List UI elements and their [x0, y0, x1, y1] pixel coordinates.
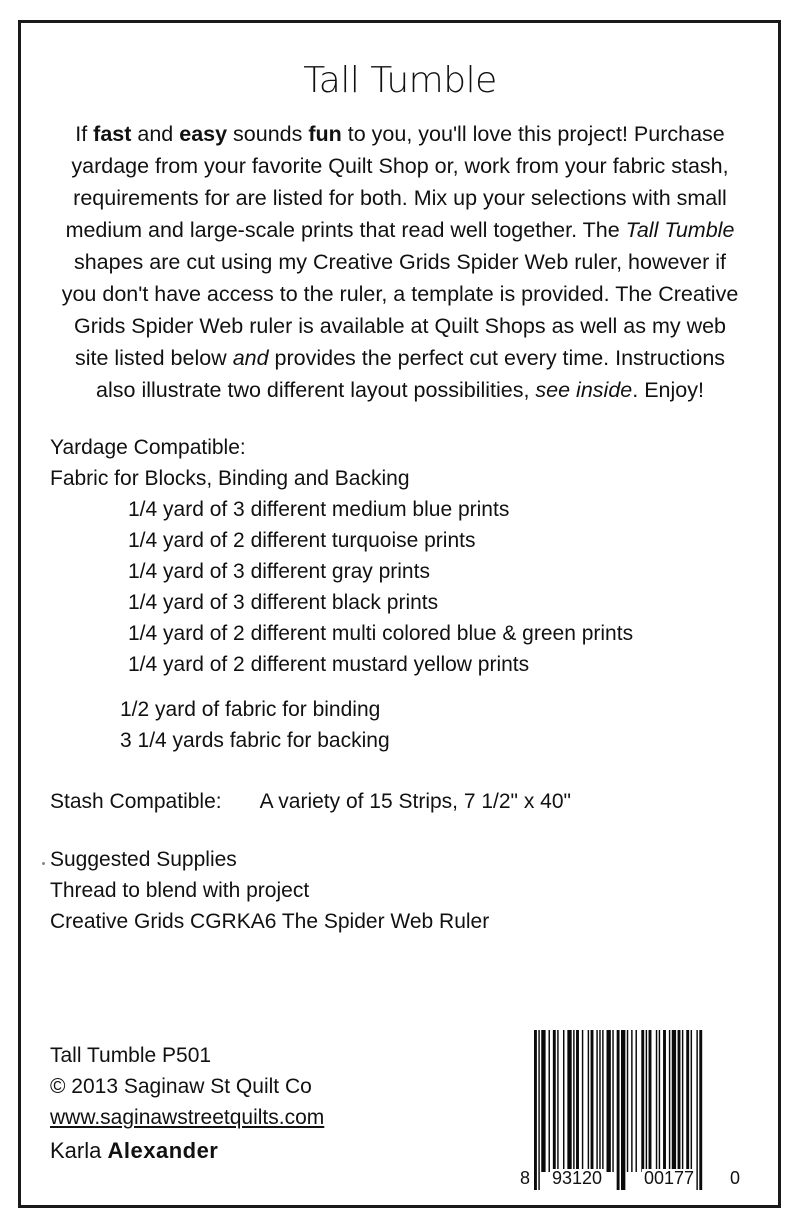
intro-italic-and: and [232, 346, 269, 370]
stash-value: A variety of 15 Strips, 7 1/2" x 40" [259, 790, 571, 813]
intro-paragraph [55, 118, 745, 406]
barcode-bar [663, 1030, 666, 1172]
barcode-bar [678, 1030, 681, 1172]
supply-item: Creative Grids CGRKA6 The Spider Web Ruler [50, 910, 490, 933]
barcode-bar [656, 1030, 657, 1172]
barcode-bar [691, 1030, 692, 1172]
website-link[interactable]: www.saginawstreetquilts.com [50, 1106, 325, 1129]
barcode-bar [631, 1030, 632, 1172]
barcode-bar [672, 1030, 676, 1172]
barcode-bar [696, 1030, 697, 1190]
barcode-bar [682, 1030, 683, 1172]
barcode-bar [557, 1030, 558, 1172]
intro-italic-see-inside: see inside [535, 378, 633, 402]
intro-text: to you, you'll love this project! Purchase yardage from your favorite Quilt Shop or, work from your fabric stash, requirements for are listed for both. Mix up your selections with small medium and large-scale prints that read well together. The [65, 122, 729, 242]
barcode-bar [636, 1030, 637, 1172]
barcode-bar [596, 1030, 597, 1172]
barcode-bar [699, 1030, 702, 1190]
yardage-item: 1/4 yard of 3 different gray prints [128, 560, 430, 583]
intro-bold-fast: fast [93, 122, 132, 146]
intro-text: and [131, 122, 180, 146]
barcode-bar [669, 1030, 670, 1172]
barcode-bar [588, 1030, 589, 1172]
scan-speck [42, 862, 45, 865]
intro-text: sounds [227, 122, 309, 146]
barcode-bar [599, 1030, 600, 1172]
barcode-bar [641, 1030, 644, 1172]
barcode-bar [553, 1030, 556, 1172]
barcode-bar [563, 1030, 564, 1172]
yardage-item: 1/4 yard of 2 different mustard yellow prints [128, 653, 530, 676]
barcode-bar [686, 1030, 689, 1172]
intro-bold-fun: fun [308, 122, 342, 146]
yardage-subheading: Fabric for Blocks, Binding and Backing [50, 467, 410, 490]
author-last-name: Alexander [107, 1138, 219, 1163]
intro-italic-title: Tall Tumble [625, 218, 735, 242]
intro-text: shapes are cut using my Creative Grids Spider Web ruler, however if you don't have access to the ruler, a template is provided. The Creative Grids Spider Web ruler is available at Quilt Shops as well as my web site listed below [61, 250, 739, 370]
intro-text: If [75, 122, 94, 146]
yardage-heading: Yardage Compatible: [50, 436, 246, 459]
barcode-bar [573, 1030, 574, 1172]
barcode [520, 1030, 744, 1192]
barcode-bar [607, 1030, 611, 1172]
barcode-bar [621, 1030, 625, 1190]
author-first-name: Karla [50, 1138, 102, 1163]
product-code: Tall Tumble P501 [50, 1044, 212, 1067]
intro-text: provides the perfect cut every time. Instructions also illustrate two different layout possibilities, [96, 346, 726, 402]
barcode-bar [538, 1030, 539, 1190]
barcode-bar [627, 1030, 628, 1172]
stash-label: Stash Compatible: [50, 790, 222, 813]
barcode-bar [617, 1030, 620, 1190]
barcode-right-group: 00177 [644, 1168, 695, 1188]
intro-bold-easy: easy [179, 122, 228, 146]
backing-item: 3 1/4 yards fabric for backing [120, 729, 390, 752]
barcode-bar [602, 1030, 603, 1172]
yardage-item: 1/4 yard of 2 different multi colored blue & green prints [128, 622, 634, 645]
barcode-bar [567, 1030, 571, 1172]
yardage-item: 1/4 yard of 3 different medium blue prints [128, 498, 510, 521]
barcode-bar [591, 1030, 594, 1172]
yardage-item: 1/4 yard of 2 different turquoise prints [128, 529, 476, 552]
barcode-bar [659, 1030, 660, 1172]
page-title: Tall Tumble [303, 60, 497, 101]
copyright: © 2013 Saginaw St Quilt Co [50, 1075, 312, 1098]
barcode-bar [649, 1030, 652, 1172]
supplies-heading: Suggested Supplies [50, 848, 237, 871]
barcode-left-group: 93120 [552, 1168, 603, 1188]
binding-item: 1/2 yard of fabric for binding [120, 698, 381, 721]
stash-section [50, 786, 571, 817]
intro-text: . Enjoy! [632, 378, 704, 402]
yardage-item: 1/4 yard of 3 different black prints [128, 591, 439, 614]
author-name [50, 1135, 324, 1166]
footer-info [50, 1040, 324, 1166]
barcode-bar [576, 1030, 579, 1172]
yardage-section [50, 432, 633, 680]
barcode-bar [582, 1030, 583, 1172]
barcode-bar [549, 1030, 550, 1172]
barcode-bar [612, 1030, 613, 1172]
barcode-bar [534, 1030, 537, 1190]
barcode-bar [646, 1030, 647, 1172]
yardage-extras [50, 694, 390, 756]
supply-item: Thread to blend with project [50, 879, 310, 902]
supplies-section [50, 844, 489, 937]
barcode-bar [541, 1030, 545, 1172]
barcode-check-digit: 0 [730, 1168, 741, 1188]
barcode-lead-digit: 8 [520, 1168, 531, 1188]
